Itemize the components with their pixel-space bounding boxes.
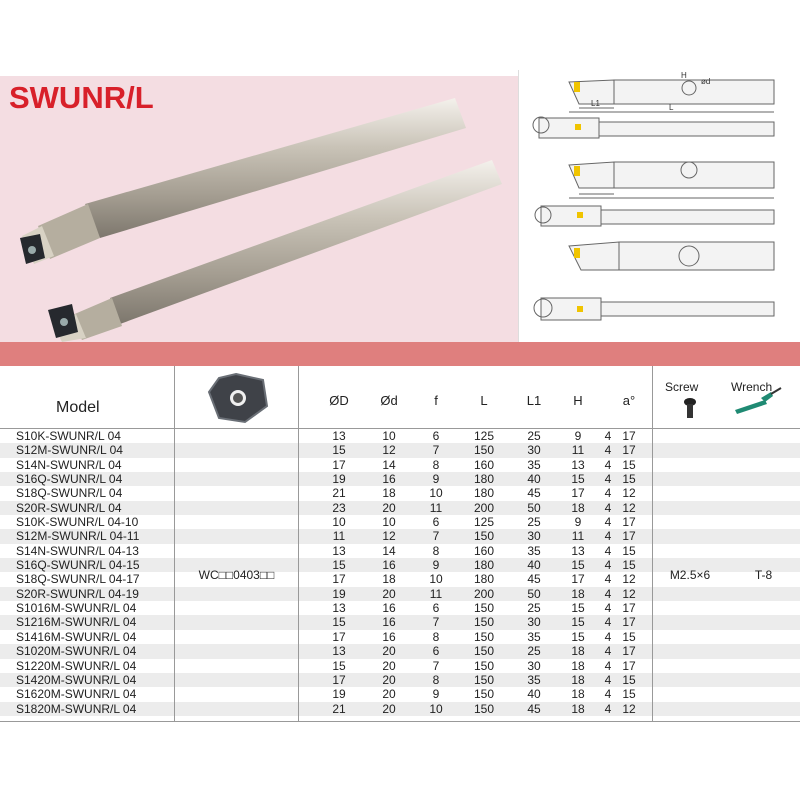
table-row: [0, 601, 800, 615]
value-cell: 18: [571, 672, 585, 687]
value-cell: 4: [604, 586, 612, 601]
value-cell: 45: [527, 701, 541, 716]
diagram-1: [533, 80, 774, 138]
value-cell: 17: [622, 529, 636, 544]
value-cell: 50: [527, 586, 541, 601]
technical-diagrams: [518, 70, 800, 342]
model-cell: S10K-SWUNR/L 04-10: [16, 515, 139, 530]
value-cell: 12: [382, 443, 396, 458]
value-cell: 15: [622, 472, 636, 487]
value-cell: 20: [382, 500, 396, 515]
value-cell: 17: [332, 572, 346, 587]
model-cell: S1416M-SWUNR/L 04: [16, 629, 137, 644]
value-cell: 4: [604, 558, 612, 573]
dim-l1-label: L1: [591, 99, 600, 108]
value-cell: 17: [622, 601, 636, 616]
value-cell: 16: [382, 629, 396, 644]
model-cell: S20R-SWUNR/L 04: [16, 500, 122, 515]
value-cell: 12: [622, 572, 636, 587]
value-cell: 30: [527, 443, 541, 458]
value-cell: 15: [571, 472, 585, 487]
value-cell: 19: [332, 586, 346, 601]
value-cell: 8: [432, 672, 440, 687]
insert-icon: [175, 366, 298, 428]
value-cell: 4: [604, 701, 612, 716]
value-cell: 18: [571, 687, 585, 702]
value-cell: 21: [332, 486, 346, 501]
value-cell: 16: [382, 558, 396, 573]
value-cell: 180: [473, 572, 495, 587]
value-cell: 40: [527, 472, 541, 487]
value-cell: 17: [571, 486, 585, 501]
diagram-3: [534, 242, 774, 320]
table-row: [0, 673, 800, 687]
value-cell: 9: [432, 687, 440, 702]
value-cell: 17: [332, 672, 346, 687]
value-cell: 11: [429, 500, 443, 515]
table-row: [0, 443, 800, 457]
value-cell: 4: [604, 500, 612, 515]
table-row: [0, 515, 800, 529]
value-cell: 16: [382, 472, 396, 487]
value-cell: 20: [382, 644, 396, 659]
value-cell: 12: [382, 529, 396, 544]
value-cell: 16: [382, 601, 396, 616]
model-header: Model: [56, 399, 100, 416]
value-cell: 7: [432, 658, 440, 673]
value-cell: 4: [604, 687, 612, 702]
table-row: [0, 544, 800, 558]
value-cell: 18: [571, 701, 585, 716]
value-cell: 13: [332, 644, 346, 659]
model-cell: S20R-SWUNR/L 04-19: [16, 586, 139, 601]
value-cell: 15: [622, 457, 636, 472]
table-row: [0, 529, 800, 543]
value-cell: 13: [571, 457, 585, 472]
table-row: [0, 429, 800, 443]
value-cell: 12: [622, 500, 636, 515]
value-cell: 25: [527, 601, 541, 616]
value-cell: 150: [473, 687, 495, 702]
header-insert-cell: [175, 366, 299, 428]
value-cell: 15: [622, 672, 636, 687]
value-cell: 4: [604, 515, 612, 530]
value-cell: 6: [432, 601, 440, 616]
value-cell: 21: [332, 701, 346, 716]
value-cell: 14: [382, 543, 396, 558]
value-cell: 15: [622, 543, 636, 558]
value-cell: 25: [527, 515, 541, 530]
table-row: [0, 458, 800, 472]
dim-h-label: H: [681, 71, 687, 80]
value-cell: 15: [571, 558, 585, 573]
value-cell: 17: [622, 443, 636, 458]
table-row: [0, 587, 800, 601]
value-cell: 17: [332, 457, 346, 472]
table-row: [0, 472, 800, 486]
value-cell: 18: [571, 658, 585, 673]
value-cell: 10: [332, 515, 346, 530]
model-cell: S1216M-SWUNR/L 04: [16, 615, 137, 630]
value-cell: 4: [604, 429, 612, 443]
value-cell: 4: [604, 543, 612, 558]
value-cell: 10: [382, 429, 396, 443]
value-cell: 30: [527, 658, 541, 673]
value-cell: 15: [332, 558, 346, 573]
value-cell: 18: [382, 572, 396, 587]
value-cell: 4: [604, 529, 612, 544]
value-cell: 180: [473, 486, 495, 501]
value-cell: 11: [571, 529, 585, 544]
value-cell: 150: [473, 658, 495, 673]
model-cell: S14N-SWUNR/L 04-13: [16, 543, 139, 558]
value-cell: 15: [571, 629, 585, 644]
value-cell: 8: [432, 457, 440, 472]
dim-l-label: L: [669, 103, 674, 112]
model-cell: S12M-SWUNR/L 04-11: [16, 529, 140, 544]
header-dia-D: ØD: [329, 393, 349, 408]
value-cell: 17: [622, 515, 636, 530]
value-cell: 13: [332, 601, 346, 616]
value-cell: 30: [527, 615, 541, 630]
value-cell: 15: [332, 658, 346, 673]
value-cell: 19: [332, 472, 346, 487]
model-cell: S12M-SWUNR/L 04: [16, 443, 123, 458]
header-H: H: [573, 393, 583, 408]
value-cell: 11: [571, 443, 585, 458]
value-cell: 4: [604, 486, 612, 501]
value-cell: 12: [622, 701, 636, 716]
value-cell: 9: [432, 472, 440, 487]
value-cell: 25: [527, 644, 541, 659]
value-cell: 160: [473, 457, 495, 472]
value-cell: 13: [332, 429, 346, 443]
value-cell: 13: [571, 543, 585, 558]
header-L1: L1: [526, 393, 542, 408]
value-cell: 4: [604, 644, 612, 659]
value-cell: 150: [473, 615, 495, 630]
model-cell: S1420M-SWUNR/L 04: [16, 672, 137, 687]
value-cell: 15: [622, 629, 636, 644]
header-a: a°: [622, 393, 636, 408]
wrench-header: Wrench: [731, 380, 773, 394]
value-cell: 10: [429, 701, 443, 716]
model-cell: S16Q-SWUNR/L 04: [16, 472, 123, 487]
value-cell: 15: [332, 443, 346, 458]
value-cell: 18: [382, 486, 396, 501]
table-row: [0, 486, 800, 500]
wrench-value: T-8: [754, 568, 773, 582]
value-cell: 150: [473, 629, 495, 644]
value-cell: 35: [527, 457, 541, 472]
table-row: [0, 687, 800, 701]
value-cell: 12: [622, 486, 636, 501]
header-L: L: [480, 393, 488, 408]
screw-header: Screw: [665, 380, 699, 394]
value-cell: 150: [473, 701, 495, 716]
boring-bar-lower: [48, 160, 502, 342]
value-cell: 13: [332, 543, 346, 558]
value-cell: 8: [432, 629, 440, 644]
table-header-bar: [0, 342, 800, 366]
dim-d-label: ød: [701, 77, 711, 86]
value-cell: 20: [382, 658, 396, 673]
value-cell: 35: [527, 543, 541, 558]
table-row: [0, 659, 800, 673]
value-cell: 18: [571, 500, 585, 515]
table-row: [0, 630, 800, 644]
value-cell: 50: [527, 500, 541, 515]
value-cell: 180: [473, 472, 495, 487]
model-cell: S1020M-SWUNR/L 04: [16, 644, 137, 659]
value-cell: 9: [574, 429, 582, 443]
value-cell: 4: [604, 658, 612, 673]
value-cell: 160: [473, 543, 495, 558]
value-cell: 4: [604, 615, 612, 630]
value-cell: 180: [473, 558, 495, 573]
model-cell: S1220M-SWUNR/L 04: [16, 658, 137, 673]
model-cell: S18Q-SWUNR/L 04-17: [16, 572, 140, 587]
value-cell: 45: [527, 486, 541, 501]
table-row: [0, 501, 800, 515]
boring-bar-upper: [20, 98, 466, 264]
value-cell: 4: [604, 572, 612, 587]
value-cell: 20: [382, 687, 396, 702]
value-cell: 11: [429, 586, 443, 601]
value-cell: 200: [473, 586, 495, 601]
value-cell: 7: [432, 529, 440, 544]
value-cell: 150: [473, 672, 495, 687]
model-cell: S1620M-SWUNR/L 04: [16, 687, 137, 702]
value-cell: 17: [571, 572, 585, 587]
header-dia-d: Ød: [380, 393, 398, 408]
value-cell: 17: [332, 629, 346, 644]
value-cell: 40: [527, 558, 541, 573]
value-cell: 9: [574, 515, 582, 530]
value-cell: 18: [571, 586, 585, 601]
value-cell: 15: [571, 615, 585, 630]
diagram-2: [535, 162, 774, 226]
value-cell: 12: [622, 586, 636, 601]
value-cell: 9: [432, 558, 440, 573]
value-cell: 23: [332, 500, 346, 515]
table-bottom-border: [0, 721, 800, 722]
model-cell: S1820M-SWUNR/L 04: [16, 701, 137, 716]
value-cell: 17: [622, 429, 636, 443]
value-cell: 7: [432, 443, 440, 458]
value-cell: 25: [527, 429, 541, 443]
value-cell: 10: [429, 486, 443, 501]
value-cell: 17: [622, 615, 636, 630]
value-cell: 11: [332, 529, 346, 544]
value-cell: 10: [429, 572, 443, 587]
value-cell: 19: [332, 687, 346, 702]
screw-value: M2.5×6: [669, 568, 711, 582]
value-cell: 15: [622, 687, 636, 702]
table-row: [0, 644, 800, 658]
screw-icon: [684, 398, 696, 418]
model-cell: S16Q-SWUNR/L 04-15: [16, 558, 140, 573]
value-cell: 150: [473, 443, 495, 458]
value-cell: 16: [382, 615, 396, 630]
value-cell: 10: [382, 515, 396, 530]
value-cell: 4: [604, 601, 612, 616]
table-row: [0, 702, 800, 716]
value-cell: 20: [382, 586, 396, 601]
value-cell: 6: [432, 429, 440, 443]
value-cell: 8: [432, 543, 440, 558]
value-cell: 17: [622, 644, 636, 659]
value-cell: 4: [604, 472, 612, 487]
value-cell: 30: [527, 529, 541, 544]
value-cell: 150: [473, 529, 495, 544]
model-cell: S1016M-SWUNR/L 04: [16, 601, 137, 616]
header-model-cell: [0, 366, 175, 428]
header-f: f: [434, 393, 438, 408]
value-cell: 15: [622, 558, 636, 573]
value-cell: 45: [527, 572, 541, 587]
header-tools-cell: [653, 366, 800, 428]
value-cell: 4: [604, 443, 612, 458]
value-cell: 14: [382, 457, 396, 472]
value-cell: 15: [332, 615, 346, 630]
model-cell: S10K-SWUNR/L 04: [16, 429, 121, 443]
product-title: SWUNR/L: [9, 80, 154, 115]
value-cell: 4: [604, 672, 612, 687]
value-cell: 35: [527, 672, 541, 687]
value-cell: 20: [382, 672, 396, 687]
value-cell: 200: [473, 500, 495, 515]
value-cell: 17: [622, 658, 636, 673]
value-cell: 7: [432, 615, 440, 630]
model-cell: S18Q-SWUNR/L 04: [16, 486, 123, 501]
insert-code: WC□□0403□□: [198, 568, 275, 582]
value-cell: 150: [473, 644, 495, 659]
value-cell: 20: [382, 701, 396, 716]
value-cell: 40: [527, 687, 541, 702]
col-divider: [298, 429, 299, 721]
value-cell: 35: [527, 629, 541, 644]
value-cell: 6: [432, 515, 440, 530]
value-cell: 6: [432, 644, 440, 659]
value-cell: 4: [604, 457, 612, 472]
value-cell: 125: [473, 515, 495, 530]
value-cell: 18: [571, 644, 585, 659]
value-cell: 150: [473, 601, 495, 616]
value-cell: 15: [571, 601, 585, 616]
table-row: [0, 615, 800, 629]
value-cell: 125: [473, 429, 495, 443]
model-cell: S14N-SWUNR/L 04: [16, 457, 122, 472]
value-cell: 4: [604, 629, 612, 644]
